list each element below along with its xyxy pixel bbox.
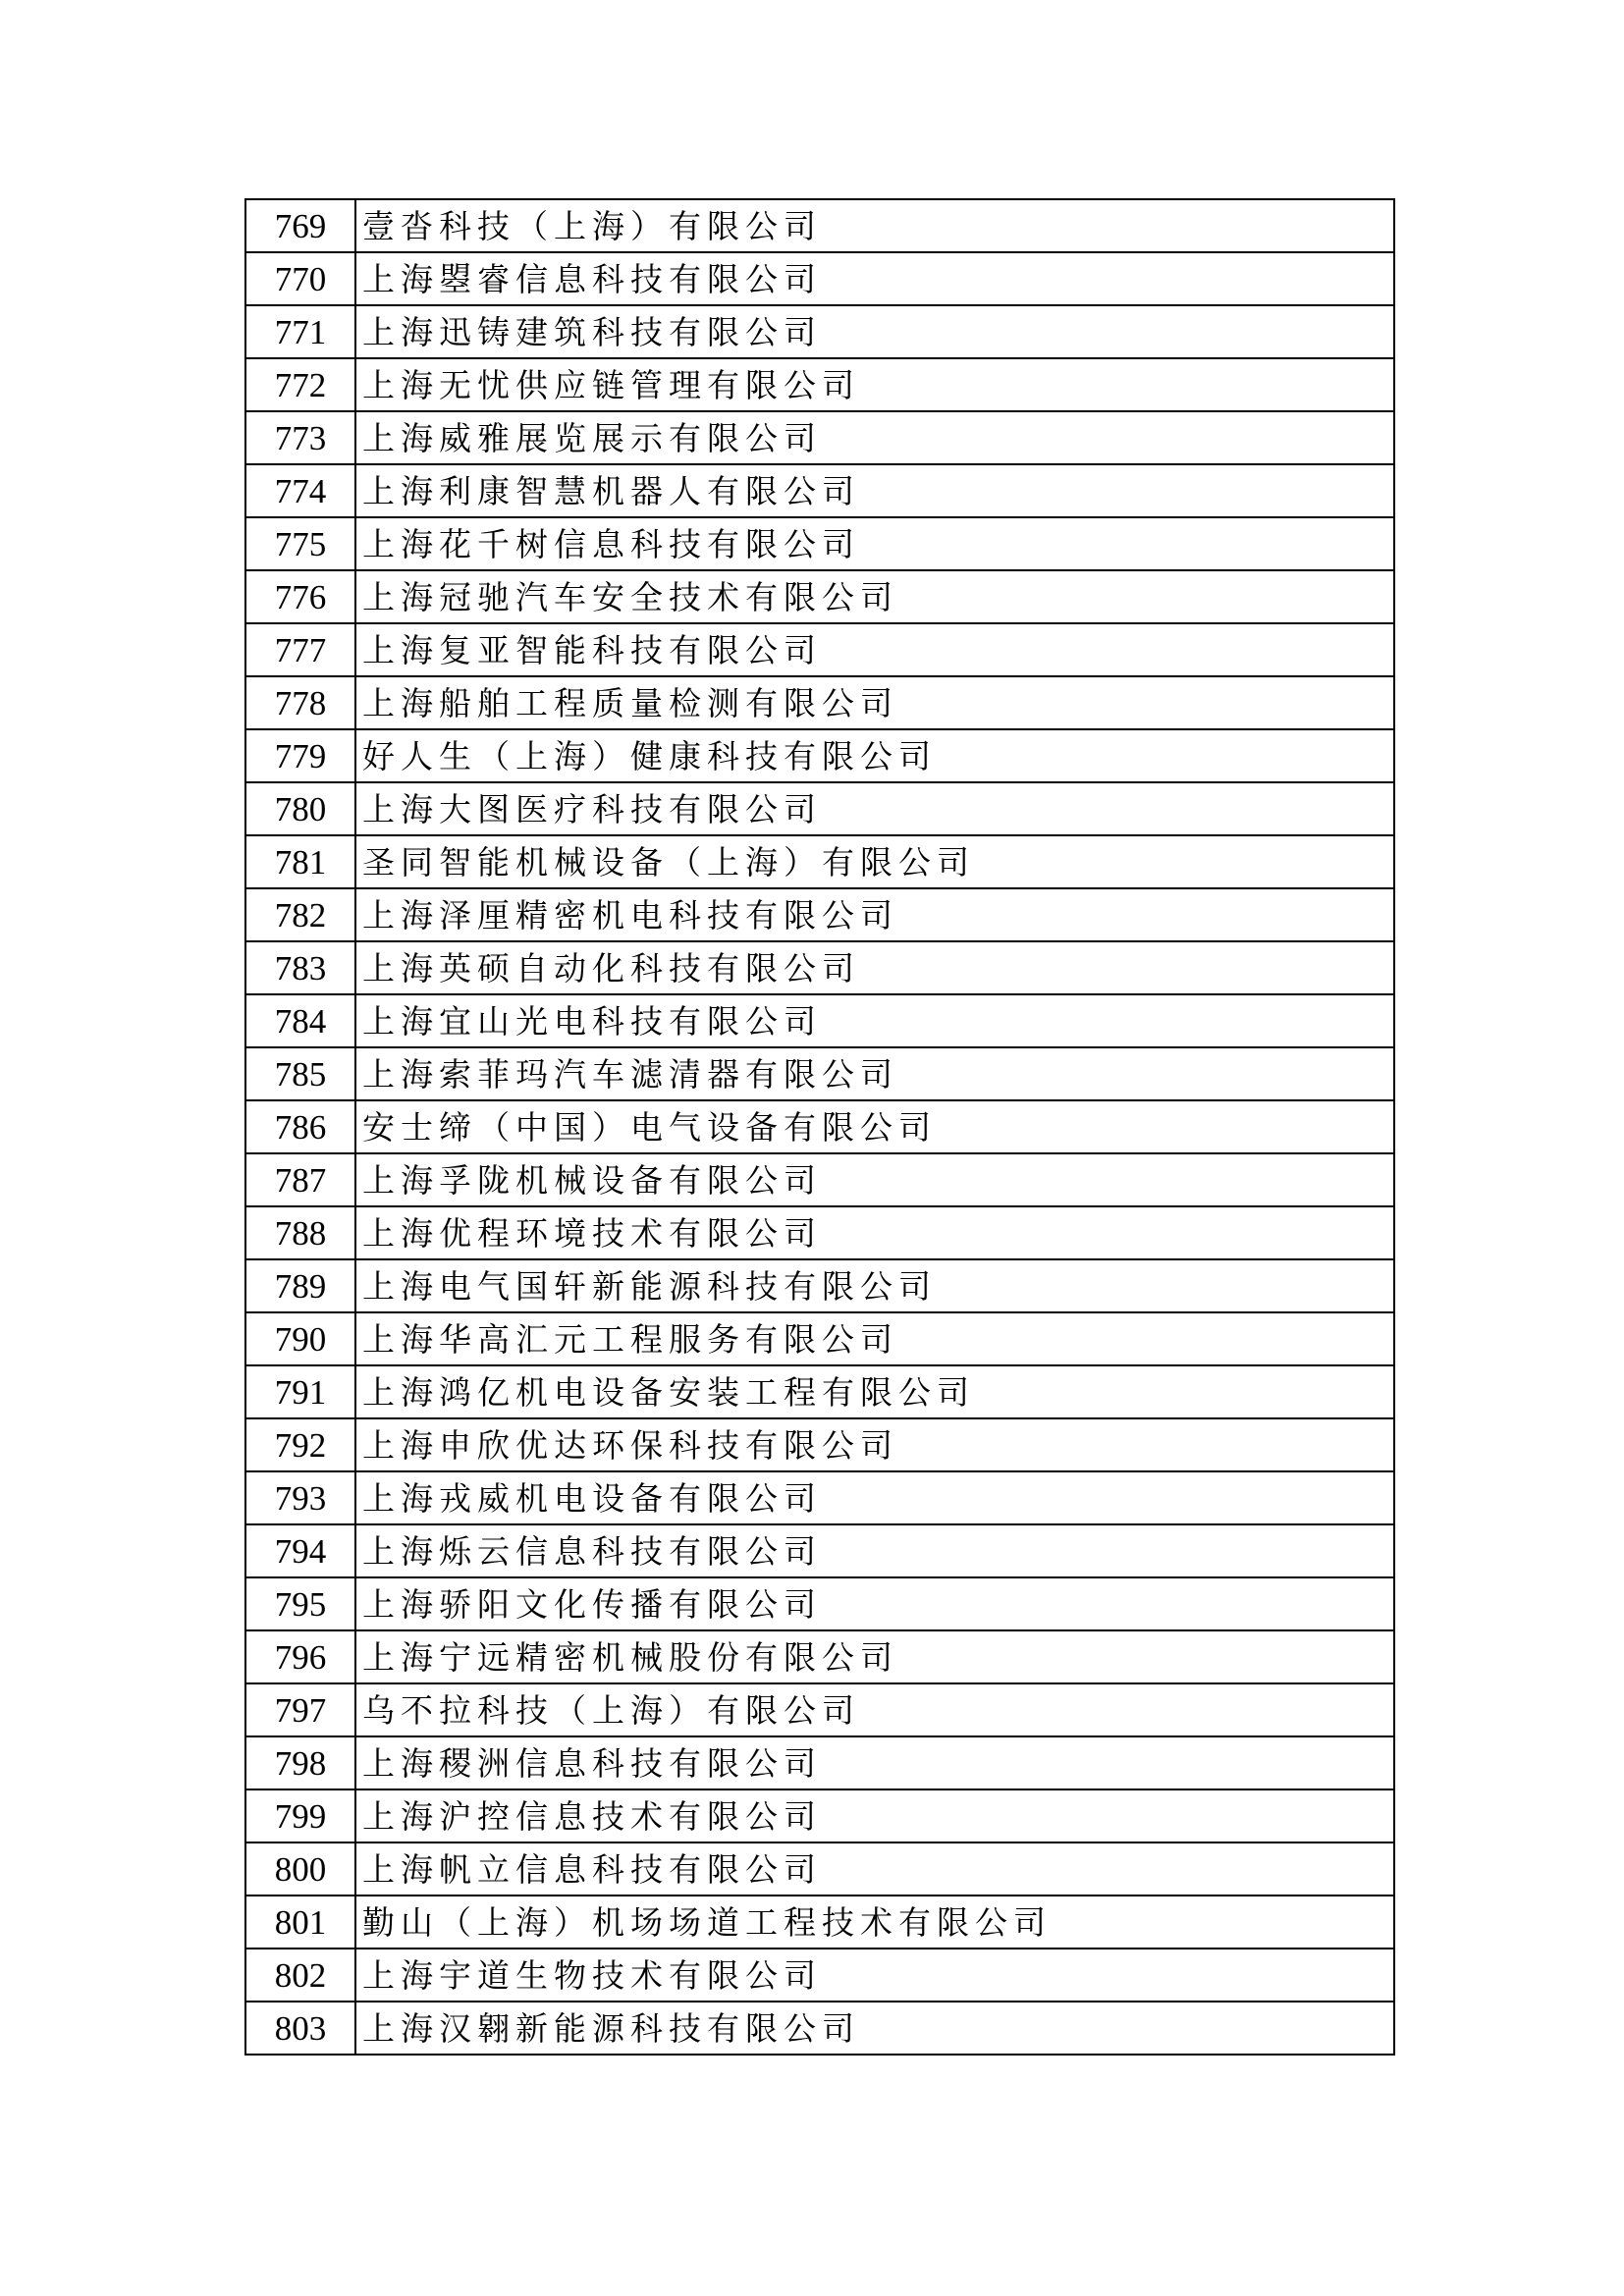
row-number-cell: 775: [245, 517, 355, 570]
company-name-cell: 上海威雅展览展示有限公司: [355, 411, 1394, 464]
row-number-cell: 803: [245, 2002, 355, 2055]
row-number-cell: 801: [245, 1896, 355, 1949]
table-row: [245, 464, 1394, 517]
table-row: [245, 1471, 1394, 1524]
company-name-cell: 上海戎威机电设备有限公司: [355, 1471, 1394, 1524]
table-row: [245, 1365, 1394, 1418]
table-row: [245, 1736, 1394, 1789]
table-row: [245, 1153, 1394, 1206]
table-row: [245, 941, 1394, 994]
row-number-cell: 784: [245, 994, 355, 1047]
company-list-body: [245, 199, 1394, 2055]
company-name-cell: 上海宁远精密机械股份有限公司: [355, 1630, 1394, 1683]
company-name-cell: 上海泽厘精密机电科技有限公司: [355, 888, 1394, 941]
table-row: [245, 411, 1394, 464]
table-row: [245, 1418, 1394, 1471]
row-number-cell: 792: [245, 1418, 355, 1471]
row-number-cell: 778: [245, 676, 355, 729]
company-name-cell: 上海利康智慧机器人有限公司: [355, 464, 1394, 517]
table-row: [245, 1047, 1394, 1100]
company-name-cell: 上海曌睿信息科技有限公司: [355, 252, 1394, 305]
company-name-cell: 上海鸿亿机电设备安装工程有限公司: [355, 1365, 1394, 1418]
row-number-cell: 799: [245, 1789, 355, 1842]
company-name-cell: 上海英硕自动化科技有限公司: [355, 941, 1394, 994]
company-name-cell: 上海宜山光电科技有限公司: [355, 994, 1394, 1047]
row-number-cell: 782: [245, 888, 355, 941]
company-name-cell: 安士缔（中国）电气设备有限公司: [355, 1100, 1394, 1153]
company-name-cell: 勤山（上海）机场场道工程技术有限公司: [355, 1896, 1394, 1949]
table-row: [245, 1949, 1394, 2002]
row-number-cell: 798: [245, 1736, 355, 1789]
table-row: [245, 994, 1394, 1047]
company-name-cell: 上海烁云信息科技有限公司: [355, 1524, 1394, 1577]
row-number-cell: 787: [245, 1153, 355, 1206]
table-row: [245, 782, 1394, 835]
row-number-cell: 780: [245, 782, 355, 835]
table-row: [245, 1630, 1394, 1683]
row-number-cell: 791: [245, 1365, 355, 1418]
row-number-cell: 779: [245, 729, 355, 782]
company-name-cell: 乌不拉科技（上海）有限公司: [355, 1683, 1394, 1736]
table-row: [245, 1842, 1394, 1896]
company-name-cell: 上海帆立信息科技有限公司: [355, 1842, 1394, 1896]
table-row: [245, 623, 1394, 676]
table-row: [245, 729, 1394, 782]
row-number-cell: 770: [245, 252, 355, 305]
table-row: [245, 305, 1394, 358]
table-row: [245, 517, 1394, 570]
row-number-cell: 796: [245, 1630, 355, 1683]
company-name-cell: 上海骄阳文化传播有限公司: [355, 1577, 1394, 1630]
company-name-cell: 上海电气国轩新能源科技有限公司: [355, 1259, 1394, 1312]
table-row: [245, 1896, 1394, 1949]
company-name-cell: 上海复亚智能科技有限公司: [355, 623, 1394, 676]
row-number-cell: 795: [245, 1577, 355, 1630]
company-name-cell: 上海沪控信息技术有限公司: [355, 1789, 1394, 1842]
company-name-cell: 上海稷洲信息科技有限公司: [355, 1736, 1394, 1789]
row-number-cell: 783: [245, 941, 355, 994]
row-number-cell: 777: [245, 623, 355, 676]
company-name-cell: 上海花千树信息科技有限公司: [355, 517, 1394, 570]
table-row: [245, 1577, 1394, 1630]
row-number-cell: 794: [245, 1524, 355, 1577]
row-number-cell: 774: [245, 464, 355, 517]
row-number-cell: 786: [245, 1100, 355, 1153]
row-number-cell: 790: [245, 1312, 355, 1365]
company-name-cell: 上海索菲玛汽车滤清器有限公司: [355, 1047, 1394, 1100]
row-number-cell: 781: [245, 835, 355, 888]
company-name-cell: 上海无忧供应链管理有限公司: [355, 358, 1394, 411]
company-name-cell: 上海宇道生物技术有限公司: [355, 1949, 1394, 2002]
table-row: [245, 1683, 1394, 1736]
company-name-cell: 上海申欣优达环保科技有限公司: [355, 1418, 1394, 1471]
row-number-cell: 793: [245, 1471, 355, 1524]
table-row: [245, 1206, 1394, 1259]
row-number-cell: 773: [245, 411, 355, 464]
row-number-cell: 776: [245, 570, 355, 623]
company-name-cell: 圣同智能机械设备（上海）有限公司: [355, 835, 1394, 888]
table-row: [245, 676, 1394, 729]
row-number-cell: 772: [245, 358, 355, 411]
company-list-table: [244, 198, 1395, 2056]
company-name-cell: 上海冠驰汽车安全技术有限公司: [355, 570, 1394, 623]
company-name-cell: 上海华高汇元工程服务有限公司: [355, 1312, 1394, 1365]
row-number-cell: 769: [245, 199, 355, 252]
table-row: [245, 1524, 1394, 1577]
table-row: [245, 888, 1394, 941]
row-number-cell: 800: [245, 1842, 355, 1896]
row-number-cell: 789: [245, 1259, 355, 1312]
company-name-cell: 壹沓科技（上海）有限公司: [355, 199, 1394, 252]
company-name-cell: 上海大图医疗科技有限公司: [355, 782, 1394, 835]
company-name-cell: 上海优程环境技术有限公司: [355, 1206, 1394, 1259]
company-name-cell: 上海汉翱新能源科技有限公司: [355, 2002, 1394, 2055]
row-number-cell: 788: [245, 1206, 355, 1259]
table-row: [245, 252, 1394, 305]
row-number-cell: 785: [245, 1047, 355, 1100]
row-number-cell: 802: [245, 1949, 355, 2002]
table-row: [245, 1789, 1394, 1842]
company-name-cell: 上海船舶工程质量检测有限公司: [355, 676, 1394, 729]
table-row: [245, 358, 1394, 411]
company-name-cell: 好人生（上海）健康科技有限公司: [355, 729, 1394, 782]
table-row: [245, 1312, 1394, 1365]
company-name-cell: 上海孚陇机械设备有限公司: [355, 1153, 1394, 1206]
table-row: [245, 1100, 1394, 1153]
row-number-cell: 771: [245, 305, 355, 358]
table-row: [245, 570, 1394, 623]
company-name-cell: 上海迅铸建筑科技有限公司: [355, 305, 1394, 358]
table-row: [245, 2002, 1394, 2055]
row-number-cell: 797: [245, 1683, 355, 1736]
table-row: [245, 1259, 1394, 1312]
table-row: [245, 199, 1394, 252]
table-row: [245, 835, 1394, 888]
